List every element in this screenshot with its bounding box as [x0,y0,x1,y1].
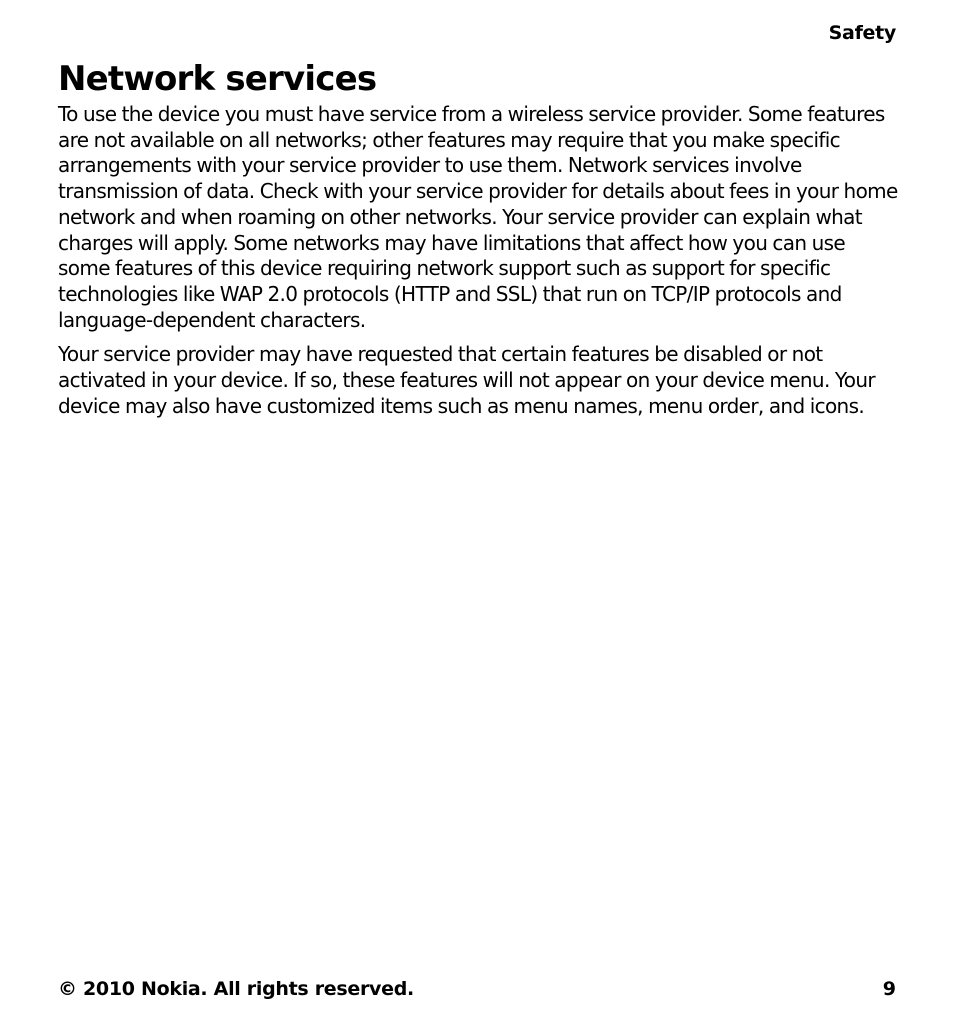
body-paragraph-2: Your service provider may have requested that certain features be disabled or not activated in your device. If so, these features will not appear on your device menu. Your device may also have customized items such as menu names, menu order, and icons. [58,342,875,418]
copyright-notice: © 2010 Nokia. All rights reserved. [58,978,414,1000]
page-content [58,58,898,419]
page-title: Network services [58,59,377,99]
page-number: 9 [882,978,896,1000]
body-paragraph-1: To use the device you must have service from a wireless service provider. Some features are not available on all networks; other features may require that you make specific arrangements with your service provider to use them. Network services involve transmission of data. Check with your service provider for details about fees in your home network and when roaming on other networks. Your service provider can explain what charges will apply. Some networks may have limitations that affect how you can use some features of this device requiring network support such as support for specific technologies like WAP 2.0 protocols (HTTP and SSL) that run on TCP/IP protocols and language-dependent characters. [58,102,898,332]
section-header: Safety [828,22,896,44]
